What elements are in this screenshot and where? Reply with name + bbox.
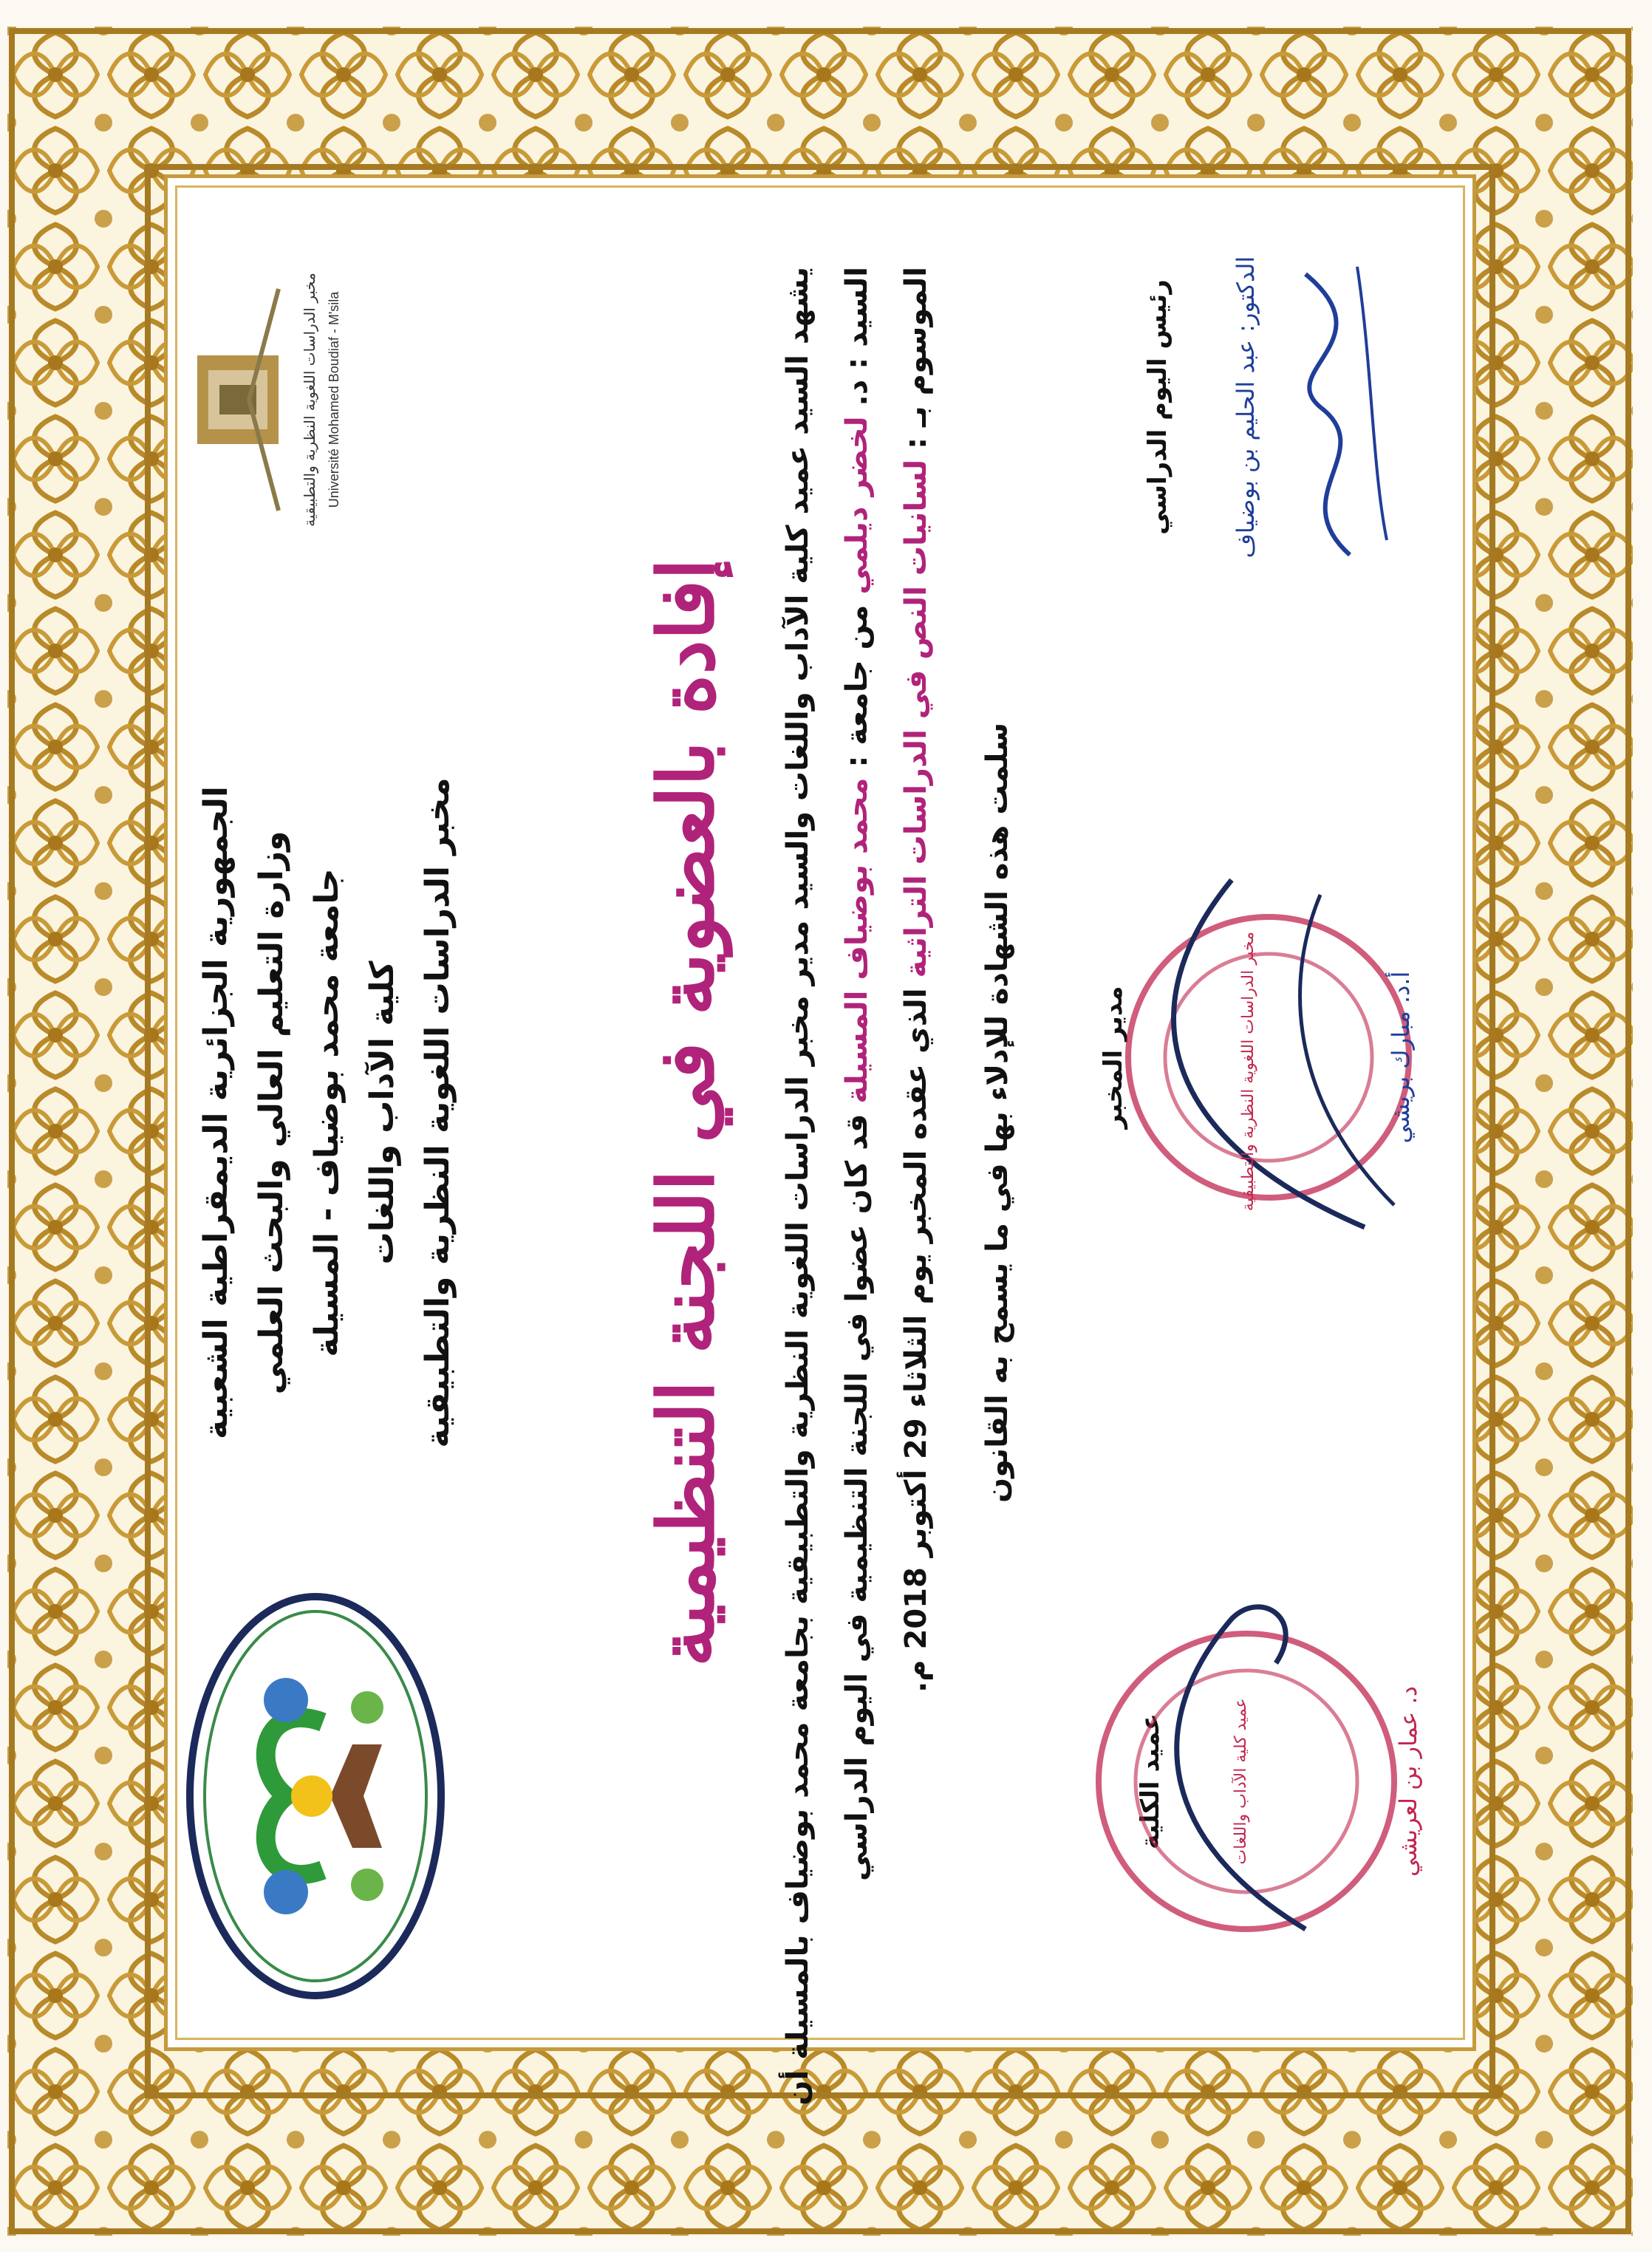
certificate-title: إفادة بالعضوية في اللجنة التنظيمية [641,558,731,1668]
handwritten-signature-right-icon [1261,230,1409,584]
line2-prefix: السيد : د. [840,267,874,406]
study-day-topic: لسانيات النص في الدراسات التراثية [899,459,933,978]
laboratory-logo [182,1589,448,2003]
signature-left-title: عميد الكلية [1136,1713,1165,1849]
rotated-content [168,178,1472,2106]
line2-suffix: قد كان عضوا في اللجنة التنظيمية في اليوم الدراسي [840,1113,874,1881]
header-laboratory: مخبر الدراسات اللغوية النظرية والتطبيقية [419,777,457,1448]
body-line-2 [840,267,874,1959]
line3-prefix: الموسوم بـ : [899,267,933,449]
recipient-name: لخضر ديلمي [840,416,874,595]
signature-study-day-head [1054,230,1409,584]
line3-suffix: الذي عقده المخبر يوم الثلاثاء 29 أكتوبر 2018 م. [899,988,933,1693]
body-line-1: يشهد السيد عميد كلية الآداب واللغات والسيد مدير مخبر الدراسات اللغوية النظرية والتطبيقية بجامعة محمد بوضياف بالمسيلة أن [781,267,815,2106]
signature-middle-title: مدير المخبر [1099,986,1128,1129]
university-emblem-icon [190,259,293,540]
recipient-university: محمد بوضياف المسيلة [840,777,874,1104]
stamp-left-text: عميد كلية الآداب واللغات [1232,1698,1250,1865]
body-line-4: سلمت هذه الشهادة للإدلاء بها في ما يسمح به القانون [980,722,1014,1504]
body-line-3 [899,267,933,1959]
university-logo [190,259,352,540]
logo-caption-fr: Université Mohamed Boudiaf - M'sila [327,291,341,508]
header-faculty: كلية الآداب واللغات [363,960,401,1265]
signature-right-title: رئيس اليوم الدراسي [1143,279,1173,535]
signature-dean [1025,1560,1438,2003]
logo-caption-ar: مخبر الدراسات اللغوية النظرية والتطبيقية [301,273,318,527]
line2-mid: من جامعة : [840,604,874,768]
header-ministry: وزارة التعليم العالي والبحث العلمي [253,830,290,1395]
header-university: جامعة محمد بوضياف - المسيلة [308,868,346,1357]
lab-stamp-icon [1099,865,1424,1249]
signature-middle-name: أ.د. مبارك بريشي [1387,971,1415,1144]
signature-right-name: الدكتور: عبد الحليم بن بوضياف [1232,256,1260,559]
header-republic: الجمهورية الجزائرية الديمقراطية الشعبية [197,786,235,1439]
certificate-panel [164,174,1476,2106]
signature-lab-director [1017,865,1431,1249]
signature-left-name: د. عمار بن لعريشي [1394,1686,1422,1877]
stamp-middle-text: مخبر الدراسات اللغوية النظرية والتطبيقية [1239,932,1257,1212]
laboratory-emblem-icon [182,1589,448,2003]
